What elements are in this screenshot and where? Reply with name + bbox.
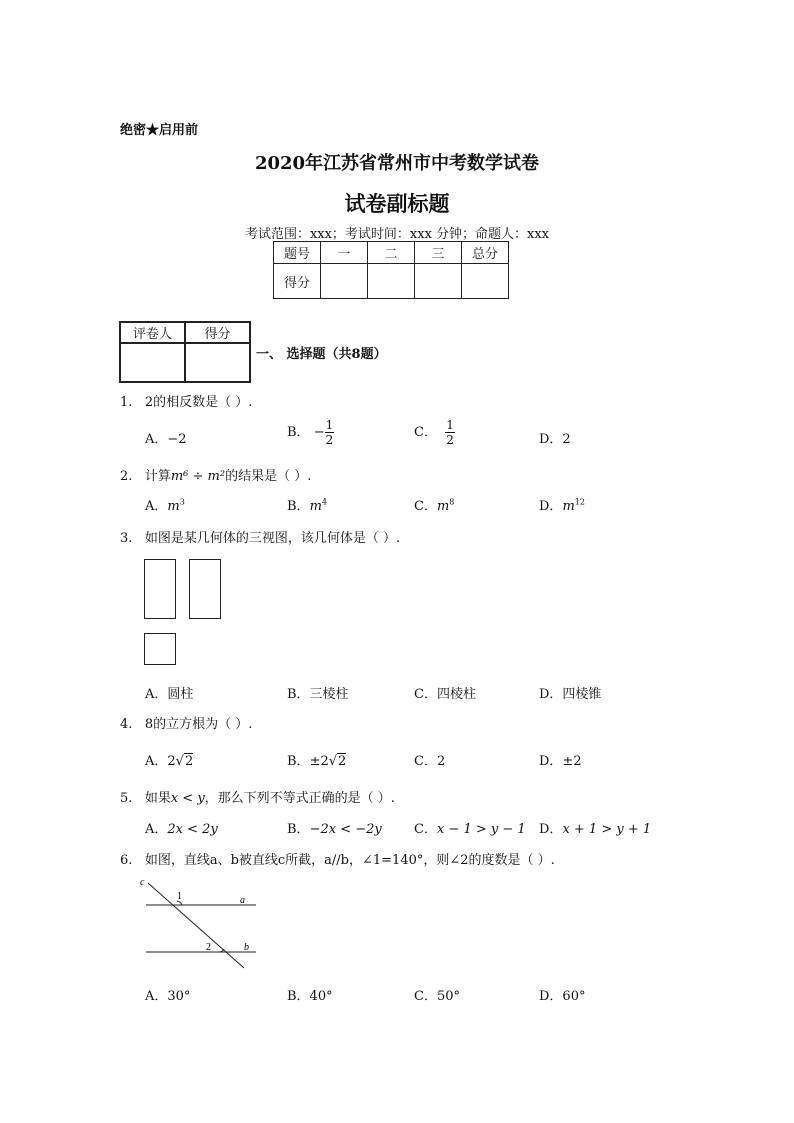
q3-option-d[interactable]: D．四棱锥 [539,687,602,702]
confidential-mark: 绝密★启用前 [120,123,199,138]
exam-info: 考试范围：xxx；考试时间：xxx 分钟；命题人：xxx [244,227,550,242]
q6-option-c[interactable]: C．50° [414,989,460,1004]
grader-header: 得分 [185,322,250,343]
q4-option-d[interactable]: D．±2 [539,754,582,769]
q3-option-c[interactable]: C．四棱柱 [414,687,476,702]
score-header: 总分 [462,242,509,264]
exam-title: 2020年江苏省常州市中考数学试卷 [254,153,540,174]
score-cell [462,264,509,299]
q1-option-b[interactable]: B． − $\frac{1}{2}$ [287,418,334,447]
score-header: 三 [415,242,462,264]
q5-option-c[interactable]: C．x − 1 > y − 1 [414,822,526,837]
question-3: 3. 如图是某几何体的三视图，该几何体是（ ）. [120,531,401,546]
q2-option-a[interactable]: A．$m^3$ [145,497,185,514]
score-cell [321,264,368,299]
q6-option-a[interactable]: A．30° [145,989,191,1004]
q4-option-b[interactable]: B．±2√2 [287,754,347,769]
q2-option-b[interactable]: B．$m^4$ [287,497,327,514]
top-view-square [144,633,176,665]
q5-option-d[interactable]: D．x + 1 > y + 1 [539,822,652,837]
q3-option-a[interactable]: A．圆柱 [145,687,194,702]
question-6: 6. 如图，直线a、b被直线c所截，a//b，∠1=140°，则∠2的度数是（ ）. [120,853,555,868]
side-view-rect [189,559,221,619]
score-cell [415,264,462,299]
grader-table [119,321,251,383]
question-2: 2. 计算m⁶ ÷ m²的结果是（ ）. [120,469,312,484]
grader-header: 评卷人 [120,322,185,343]
score-table [273,241,509,299]
label-1: 1 [177,891,182,902]
score-header: 题号 [274,242,321,264]
q3-option-b[interactable]: B．三棱柱 [287,687,349,702]
q4-option-c[interactable]: C．2 [414,754,446,769]
q5-option-b[interactable]: B．−2x < −2y [287,822,382,837]
q1-option-c[interactable]: C． $\frac{1}{2}$ [414,418,454,447]
score-cell [368,264,415,299]
q2-option-d[interactable]: D．$m^{12}$ [539,497,585,514]
parallel-lines-figure [138,876,268,972]
score-row-label: 得分 [274,264,321,299]
label-c: c [140,877,145,888]
grader-cell [185,343,250,382]
front-view-rect [144,559,176,619]
q4-option-a[interactable]: A．2√2 [145,754,194,769]
label-a: a [240,895,245,906]
question-4: 4. 8的立方根为（ ）. [120,717,253,732]
exam-subtitle: 试卷副标题 [344,191,450,216]
q1-option-a[interactable]: A．−2 [145,432,187,447]
q2-option-c[interactable]: C．$m^8$ [414,497,455,514]
grader-cell [120,343,185,382]
q6-option-d[interactable]: D．60° [539,989,586,1004]
q1-option-d[interactable]: D．2 [539,432,571,447]
line-c [148,883,244,968]
q6-option-b[interactable]: B．40° [287,989,333,1004]
label-2: 2 [206,942,211,953]
q5-option-a[interactable]: A．2x < 2y [145,822,218,837]
question-1: 1. 2的相反数是（ ）. [120,395,253,410]
section-heading: 一、 选择题（共8题） [256,347,387,362]
score-header: 二 [368,242,415,264]
score-header: 一 [321,242,368,264]
question-5: 5. 如果x < y，那么下列不等式正确的是（ ）. [120,791,395,806]
label-b: b [244,942,249,953]
